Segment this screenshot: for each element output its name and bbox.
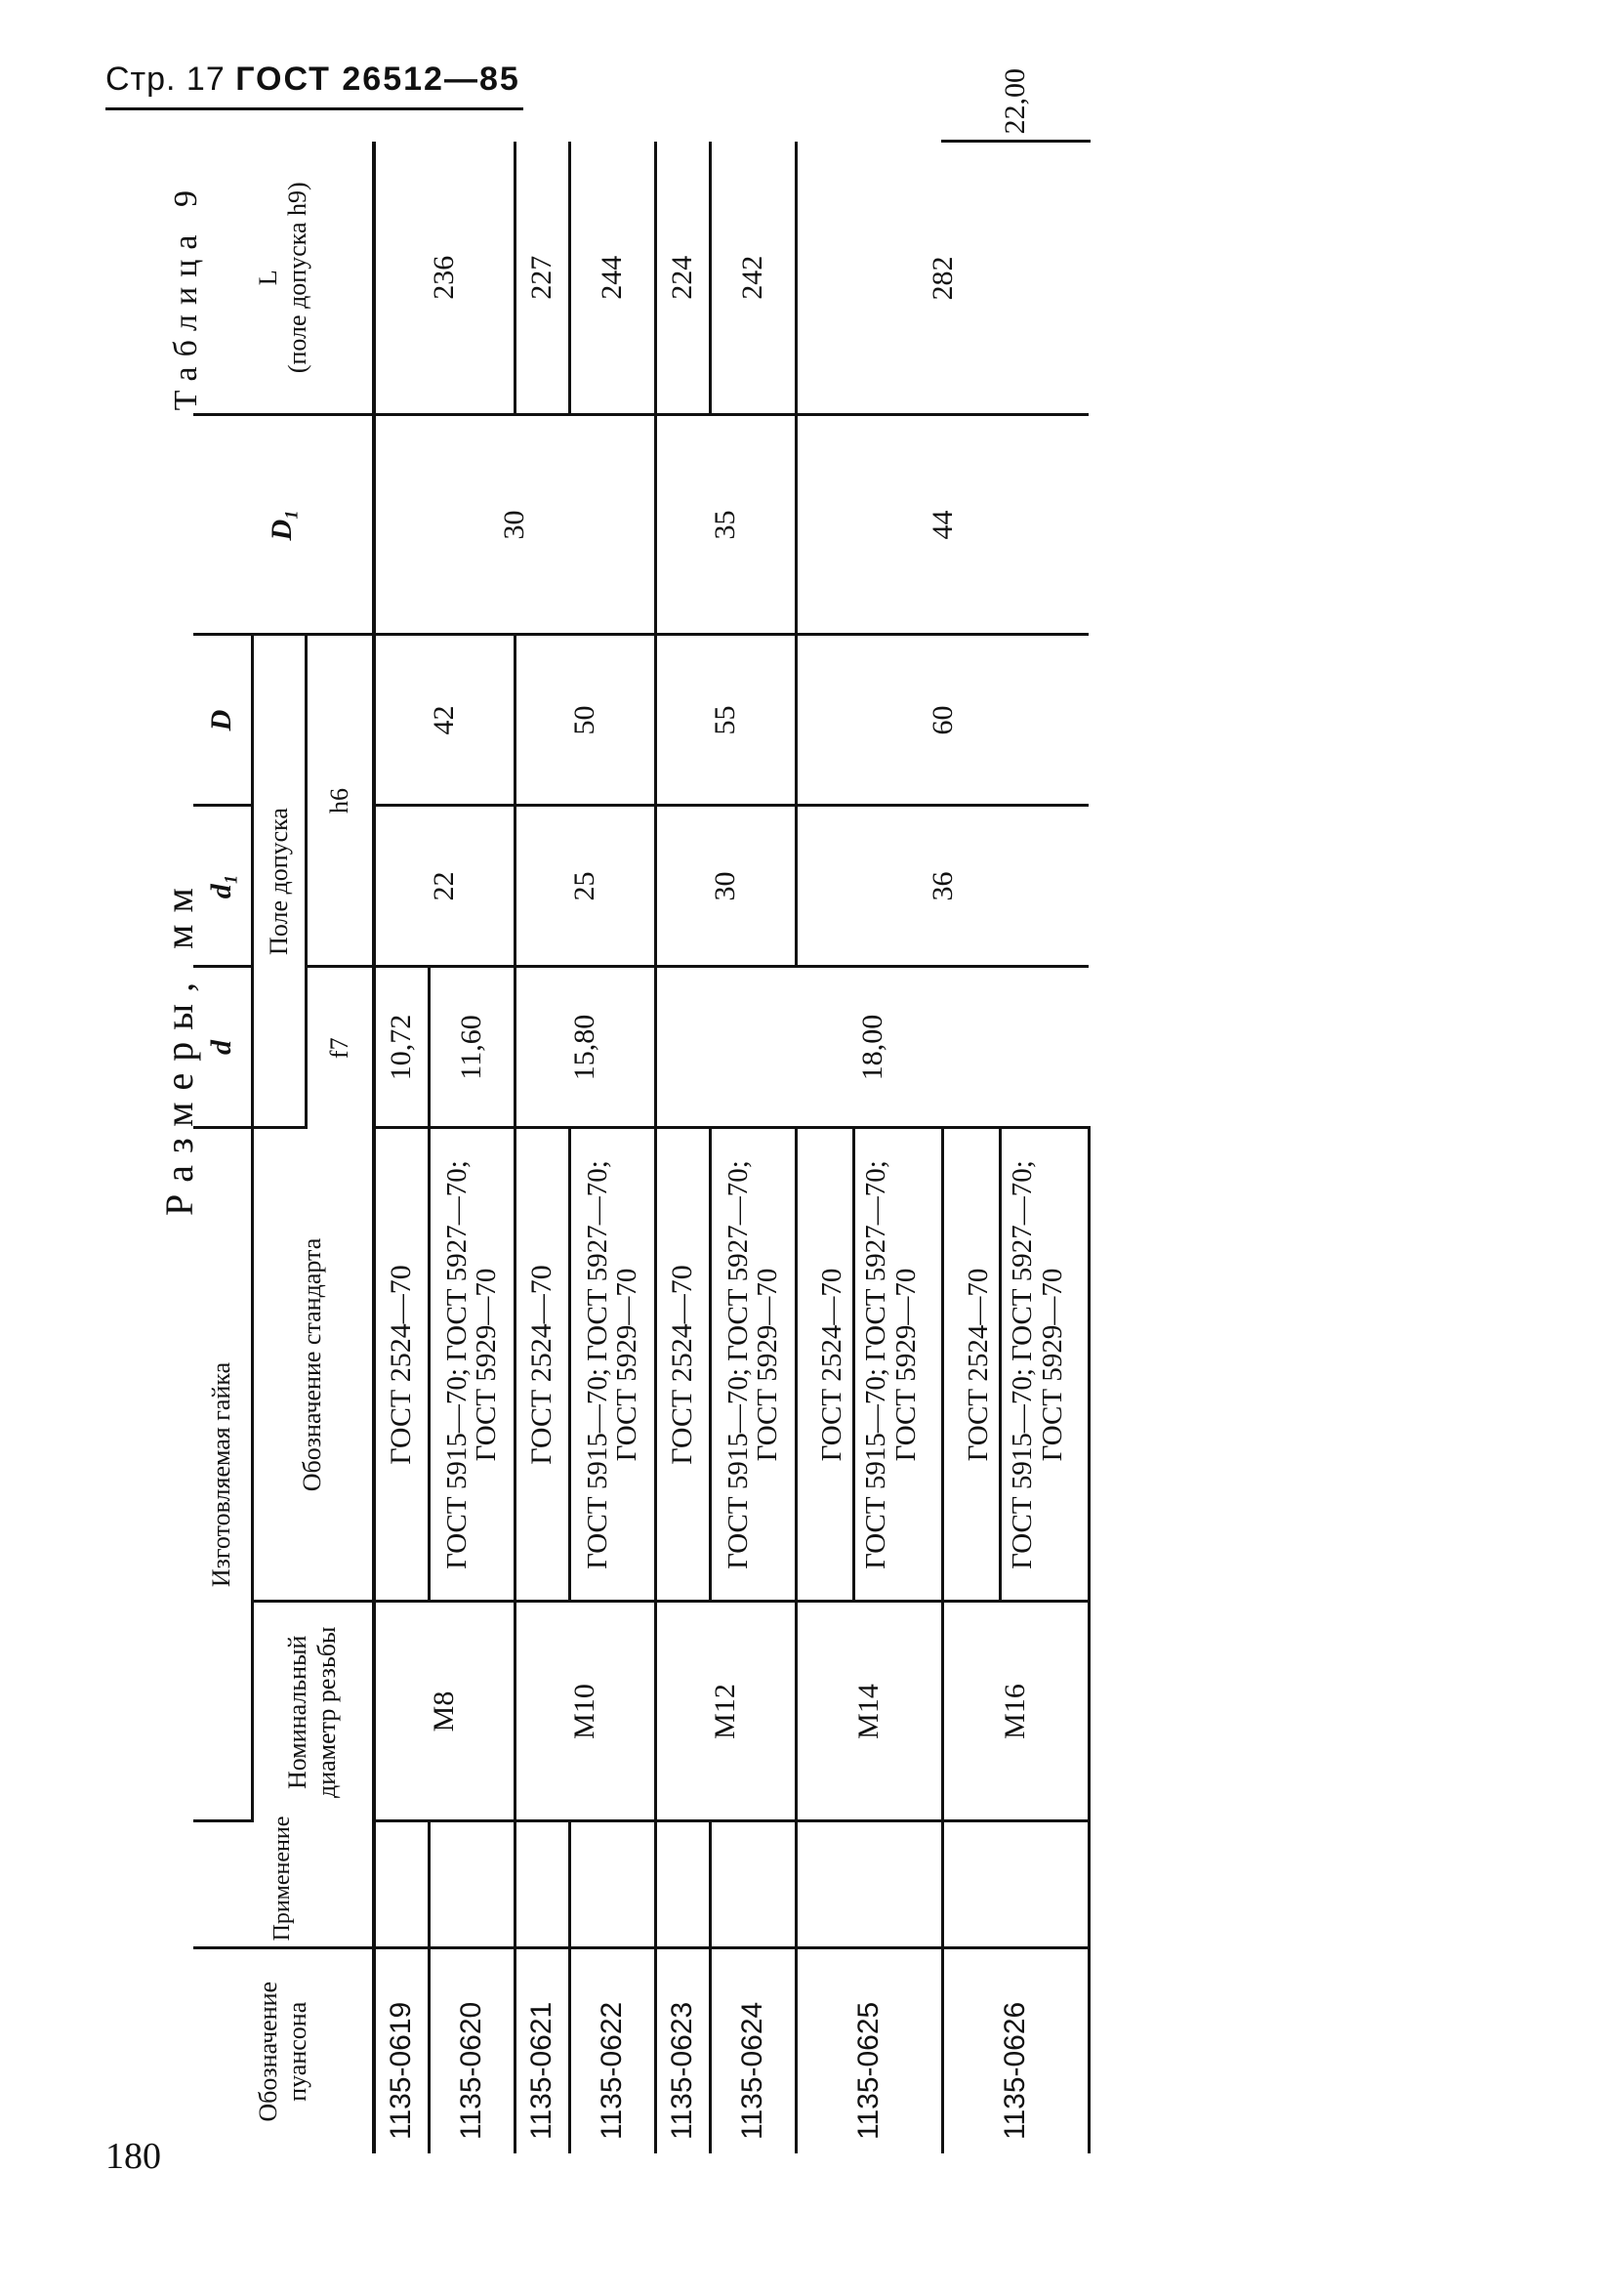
standard-a: ГОСТ 2524—70 (962, 1268, 994, 1462)
standard-ref: ГОСТ 26512—85 (235, 61, 520, 98)
d1-cell: 30 (655, 806, 796, 967)
standard-cell: ГОСТ 2524—70 (374, 1128, 429, 1602)
standard-b: ГОСТ 5915—70; ГОСТ 5927—70; ГОСТ 5929—70 (999, 1129, 1067, 1600)
applicability-cell (569, 1821, 655, 1948)
standard-cell: ГОСТ 5915—70; ГОСТ 5927—70; ГОСТ 5929—70 (429, 1128, 515, 1602)
col-nut-group: Изготовляемая гайка (193, 1128, 252, 1821)
col-nut-standard: Обозначение стандарта (252, 1128, 374, 1602)
col-designation: Обозначение пуансона (253, 1981, 311, 2122)
tol-d: f7 (306, 967, 374, 1128)
d1-cell: 22 (374, 806, 515, 967)
d1-cell: 36 (796, 806, 1089, 967)
designation-cell: 1135-0623 (655, 1948, 710, 2153)
table-row: 1135-0626 M16 ГОСТ 2524—70 ГОСТ 5915—70; ГОСТ 5927—70; ГОСТ 5929—70 22,00 (942, 142, 1089, 2153)
standard-cell: ГОСТ 5915—70; ГОСТ 5927—70; ГОСТ 5929—70 (569, 1128, 655, 1602)
tol-d1-D: h6 (306, 635, 374, 967)
applicability-cell (655, 1821, 710, 1948)
standard-cell: ГОСТ 2524—70 (655, 1128, 710, 1602)
col-D: D (193, 635, 252, 806)
standard-cell (942, 1128, 1089, 1602)
designation-cell: 1135-0621 (515, 1948, 569, 2153)
thread-cell: M10 (515, 1602, 655, 1821)
designation-cell: 1135-0624 (710, 1948, 796, 2153)
header-rule (105, 107, 523, 110)
d-cell: 11,60 (429, 967, 515, 1128)
table-row (374, 142, 429, 2153)
table-row (655, 142, 710, 2153)
thread-cell: M8 (374, 1602, 515, 1821)
applicability-cell (429, 1821, 515, 1948)
d-cell: 15,80 (515, 967, 655, 1128)
col-thread-diameter: Номинальный диаметр резьбы (252, 1602, 374, 1821)
col-L-note: (поле допуска h9) (282, 182, 311, 374)
col-L-symbol: L (253, 270, 282, 286)
standard-b: ГОСТ 5915—70; ГОСТ 5927—70; ГОСТ 5929—70 (852, 1129, 921, 1600)
L-cell: 242 (710, 142, 796, 415)
col-D1: D₁ (193, 415, 374, 635)
D1-cell: 30 (374, 415, 655, 635)
applicability-cell (515, 1821, 569, 1948)
applicability-cell (942, 1821, 1089, 1948)
thread-cell: M14 (796, 1602, 942, 1821)
L-cell: 244 (569, 142, 655, 415)
L-cell: 224 (655, 142, 710, 415)
col-d1: d₁ (193, 806, 252, 967)
D-cell: 55 (655, 635, 796, 806)
L-cell: 227 (515, 142, 569, 415)
designation-cell: 1135-0619 (374, 1948, 429, 2153)
thread-cell: M12 (655, 1602, 796, 1821)
d-cell: 10,72 (374, 967, 429, 1128)
D-cell: 50 (515, 635, 655, 806)
col-applicability: Применение (193, 1821, 374, 1948)
applicability-cell (796, 1821, 942, 1948)
standard-cell: ГОСТ 5915—70; ГОСТ 5927—70; ГОСТ 5929—70 (710, 1128, 796, 1602)
L-cell: 236 (374, 142, 515, 415)
standard-a: ГОСТ 2524—70 (815, 1268, 847, 1462)
standard-cell (796, 1128, 942, 1602)
designation-cell: 1135-0625 (796, 1948, 942, 2153)
d-cell: 18,00 (655, 967, 1089, 1128)
table-label: Таблица 9 (168, 181, 204, 411)
page-ref: Стр. 17 (105, 61, 226, 98)
col-L (193, 142, 374, 415)
designation-cell: 1135-0622 (569, 1948, 655, 2153)
table-row (796, 142, 942, 2153)
D-cell: 60 (796, 635, 1089, 806)
applicability-cell (374, 1821, 429, 1948)
sizes-label: Размеры, мм (157, 876, 201, 1216)
col-d: d (193, 967, 252, 1128)
page-number: 180 (105, 2136, 161, 2177)
standard-cell: ГОСТ 2524—70 (515, 1128, 569, 1602)
D-cell: 42 (374, 635, 515, 806)
D1-cell: 44 (796, 415, 1089, 635)
d1-cell: 25 (515, 806, 655, 967)
designation-cell: 1135-0620 (429, 1948, 515, 2153)
applicability-cell (710, 1821, 796, 1948)
L-cell: 282 (796, 142, 1089, 415)
page-header (105, 61, 520, 99)
D1-cell: 35 (655, 415, 796, 635)
designation-cell: 1135-0626 (942, 1948, 1089, 2153)
col-tolerance-field: Поле допуска (252, 635, 306, 1128)
thread-cell: M16 (942, 1602, 1089, 1821)
